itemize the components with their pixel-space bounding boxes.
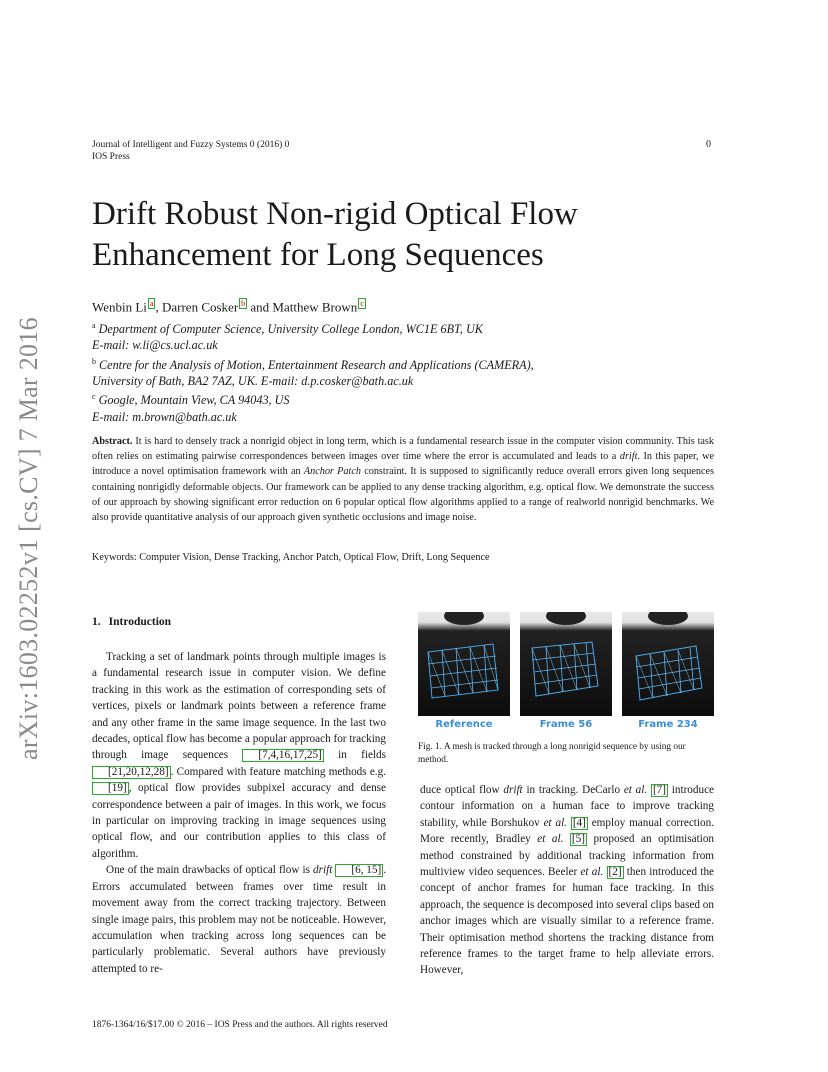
frame-label: Reference (435, 719, 493, 730)
paragraph-text: then introduced the concept of anchor frames for human face tracking. In this approach, the sequence is decomposed into several clips based on anchor images which are visually similar to a reference frame. Their optimisation method shortens the tracking distance from reference frames to the target frame to help alleviate errors. However, (420, 866, 715, 977)
paragraph-text: in tracking. DeCarlo (522, 784, 624, 796)
email-a: E-mail: w.li@cs.ucl.ac.uk (92, 338, 218, 353)
abstract-text: It is hard to densely track a nonrigid object in long term, which is a fundamental research issue in the computer vision community. This task often relies on estimating pairwise correspondences between images over time where the error is accumulated and leads to a (92, 436, 714, 463)
figure-frames (418, 612, 714, 730)
emphasis: drift (313, 864, 333, 877)
affiliation-text: Google, Mountain View, CA 94043, US (95, 393, 290, 408)
paragraph-text: introduce contour information on a human face to improve tracking stability, while Borshukov (420, 784, 715, 829)
arxiv-identifier-stamp: arXiv:1603.02252v1 [cs.CV] 7 Mar 2016 (14, 317, 43, 760)
paragraph-text: , optical flow provides subpixel accuracy and dense correspondence between a pair of images. In this work, we focus in particular on improving tracking in image sequences using optical flow, and our contribution applies to this class of algorithm. (92, 782, 386, 860)
tracking-frame-image (622, 612, 714, 716)
copyright-footer: 1876-1364/16/$17.00 © 2016 – IOS Press and the authors. All rights reserved (92, 1020, 388, 1030)
affiliations (92, 318, 534, 425)
affiliation-marker: c (92, 392, 96, 402)
citation-link[interactable]: [7,4,16,17,25] (242, 749, 323, 762)
abstract-emphasis: drift (619, 451, 638, 463)
abstract-text: constraint. It is supposed to significantly reduce overall errors given long sequences containing nonrigidly deformable objects. Our framework can be applied to any dense tracking algorithm, e.g. optical flow. We demonstrate the success of our approach by showing significant error reduction on 6 popular optical flow algorithms applied to a range of realworld nonrigid benchmarks. We also provide quantitative analysis of our approach given synthetic occlusions and image noise. (92, 466, 714, 524)
citation-link[interactable]: [6, 15] (335, 864, 383, 877)
section-heading (92, 616, 171, 628)
paragraph (420, 782, 714, 979)
citation-link[interactable]: [7] (652, 784, 666, 796)
title-line-1: Drift Robust Non-rigid Optical Flow (92, 196, 578, 232)
author-name: , Darren Cosker (155, 299, 239, 315)
citation-link[interactable]: [2] (608, 866, 622, 879)
section-number: 1. (92, 616, 101, 628)
affiliation-link[interactable]: a (149, 299, 154, 308)
affiliation-link[interactable]: b (241, 299, 246, 308)
publisher: IOS Press (92, 152, 130, 162)
affiliation-c (92, 389, 534, 408)
frame-label: Frame 56 (539, 719, 593, 730)
paragraph-text: in fields (323, 749, 386, 762)
affiliation-marker: b (92, 356, 96, 366)
left-column (92, 649, 386, 977)
frame-label: Frame 234 (638, 719, 698, 730)
keywords: Keywords: Computer Vision, Dense Tracking, Anchor Patch, Optical Flow, Drift, Long Sequence (92, 552, 490, 563)
abstract (92, 434, 714, 525)
abstract-text: . In this paper, we introduce a novel optimisation framework with an (92, 451, 714, 478)
figure-1 (418, 612, 714, 767)
tracking-frame-image (520, 612, 612, 716)
emphasis: et al. (580, 866, 604, 879)
page-number: 0 (706, 139, 711, 150)
citation-link[interactable]: [21,20,12,28] (92, 766, 171, 779)
paragraph-text: . Errors accumulated between frames over time result in movement away from the correct tracking trajectory. Between single image pairs, this problem may not be noticeable. However, accumulation when tracking across long sequences can be particularly problematic. Several authors have previously attempted to re- (92, 864, 386, 975)
affiliation-text: Department of Computer Science, University College London, WC1E 6BT, UK (95, 322, 483, 337)
author-name: Wenbin Li (92, 299, 147, 315)
emphasis: et al. (623, 784, 648, 796)
paragraph (92, 649, 386, 862)
paragraph-text: Tracking a set of landmark points through multiple images is a fundamental research issue in computer vision. We define tracking in this work as the estimation of corresponding sets of vertices, pixels or landmark points between a reference frame and any other frame in the same image sequence. In the last two decades, optical flow has become a popular approach for tracking through image sequences (92, 651, 386, 762)
right-column (420, 782, 714, 979)
journal-header (92, 139, 289, 163)
affiliation-link[interactable]: c (360, 299, 364, 308)
author-name: and Matthew Brown (247, 299, 358, 315)
title-line-2: Enhancement for Long Sequences (92, 237, 544, 273)
paragraph-text: proposed an optimisation method constrained by additional tracking information from multiview video sequences. Beeler (420, 833, 715, 879)
emphasis: et al. (543, 816, 567, 829)
affiliation-marker: a (92, 321, 96, 330)
paragraph-text: One of the main drawbacks of optical flow is (106, 864, 314, 877)
affiliation-b-line2: University of Bath, BA2 7AZ, UK. E-mail: d.p.cosker@bath.ac.uk (92, 374, 414, 389)
citation-link[interactable]: [5] (571, 833, 585, 846)
section-title: Introduction (108, 616, 172, 628)
frame-panel (520, 612, 612, 730)
paragraph-text: . Compared with feature matching methods e.g. (170, 765, 386, 778)
citation-link[interactable]: [19] (92, 782, 129, 795)
paragraph (92, 862, 386, 977)
affiliation-b (92, 354, 534, 373)
emphasis: drift (503, 784, 523, 796)
abstract-emphasis: Anchor Patch (303, 466, 361, 478)
frame-panel (418, 612, 510, 730)
paragraph-text: employ manual correction. More recently, Bradley (420, 816, 714, 846)
affiliation-a (92, 318, 534, 337)
figure-caption: Fig. 1. A mesh is tracked through a long nonrigid sequence by using our method. (418, 742, 686, 765)
author-list (92, 298, 366, 315)
citation-link[interactable]: [4] (572, 816, 586, 829)
frame-panel (622, 612, 714, 730)
paper-title (92, 194, 712, 276)
journal-line: Journal of Intelligent and Fuzzy Systems 0 (2016) 0 (92, 140, 290, 150)
emphasis: et al. (537, 833, 564, 846)
email-c: E-mail: m.brown@bath.ac.uk (92, 409, 237, 424)
abstract-label: Abstract. (92, 436, 133, 447)
tracking-frame-image (418, 612, 510, 716)
paragraph-text: duce optical flow (420, 784, 504, 796)
affiliation-text: Centre for the Analysis of Motion, Entertainment Research and Applications (CAMERA), (96, 357, 534, 372)
